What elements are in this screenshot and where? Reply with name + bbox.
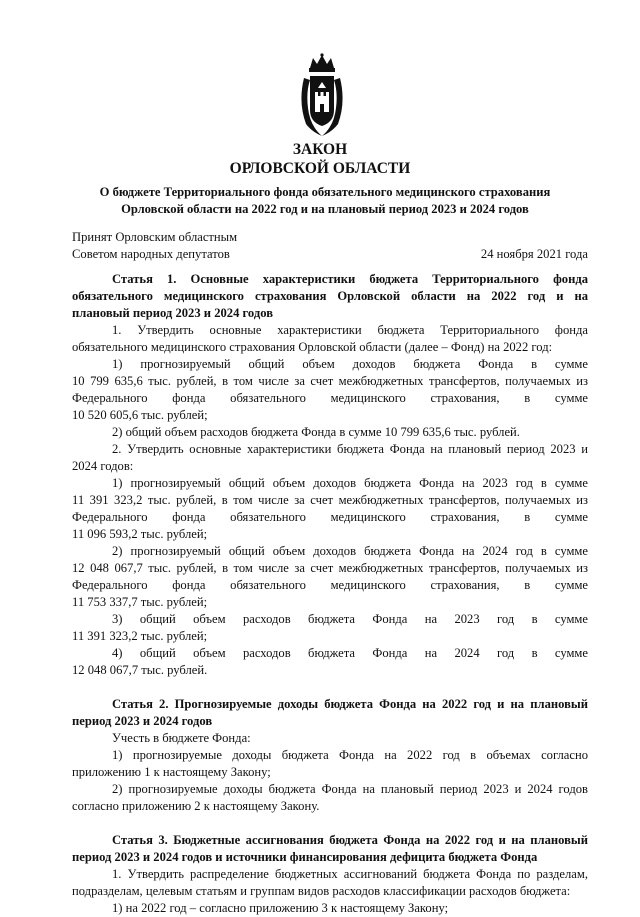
article-1-heading-line: Статья 1. Основные характеристики бюджета Территориального фонда	[112, 272, 588, 286]
article-3-heading-line: Статья 3. Бюджетные ассигнования бюджета Фонда на 2022 год и на плановый	[112, 833, 588, 847]
coat-of-arms-icon	[296, 52, 348, 138]
paragraph-line: 2. Утвердить основные характеристики бюджета Фонда на плановый период 2023 и	[112, 442, 588, 456]
paragraph-line: 2) прогнозируемые доходы бюджета Фонда на плановый период 2023 и 2024 годов	[112, 782, 588, 796]
article-1-heading-line: плановый период 2023 и 2024 годов	[72, 306, 274, 320]
paragraph-line: 2) прогнозируемый общий объем доходов бюджета Фонда на 2024 год в сумме	[112, 544, 588, 558]
paragraph-line: 1) прогнозируемый общий объем доходов бюджета Фонда на 2023 год в сумме	[112, 476, 588, 490]
paragraph-line: 12 048 067,7 тыс. рублей, в том числе за счет межбюджетных трансфертов, получаемых из	[72, 561, 588, 575]
paragraph-line: Федерального фонда обязательного медицинского страхования, в сумме	[72, 391, 588, 405]
article-2-heading-line: период 2023 и 2024 годов	[72, 714, 213, 728]
paragraph-line: 4) общий объем расходов бюджета Фонда на 2024 год в сумме	[112, 646, 588, 660]
article-2-heading-line: Статья 2. Прогнозируемые доходы бюджета Фонда на 2022 год и на плановый	[112, 697, 588, 711]
adoption-date: 24 ноября 2021 года	[480, 247, 588, 261]
adoption-info: Принят Орловским областным Советом народных депутатов	[72, 230, 238, 261]
paragraph-line: 1) на 2022 год – согласно приложению 3 к настоящему Закону;	[112, 901, 449, 915]
law-region: ОРЛОВСКОЙ ОБЛАСТИ	[229, 160, 411, 177]
paragraph-line: 11 096 593,2 тыс. рублей;	[72, 527, 208, 541]
paragraph-line: приложению 1 к настоящему Закону;	[72, 765, 271, 779]
law-subtitle: О бюджете Территориального фонда обязательного медицинского страхования Орловской области на 2022 год и на плановый период 2023 и 2024 годов	[99, 185, 551, 216]
paragraph-line: 1) прогнозируемый общий объем доходов бюджета Фонда в сумме	[112, 357, 588, 371]
paragraph-line: 11 391 323,2 тыс. рублей, в том числе за счет межбюджетных трансфертов, получаемых из	[72, 493, 588, 507]
paragraph-line: Федерального фонда обязательного медицинского страхования, в сумме	[72, 578, 588, 592]
paragraph-line: 1. Утвердить основные характеристики бюджета Территориального фонда	[112, 323, 588, 337]
paragraph-line: подразделам, целевым статьям и группам видов расходов классификации расходов бюджета:	[72, 884, 571, 898]
paragraph-line: 10 520 605,6 тыс. рублей;	[72, 408, 208, 422]
paragraph-line: 3) общий объем расходов бюджета Фонда на 2023 год в сумме	[112, 612, 588, 626]
paragraph-line: Федерального фонда обязательного медицинского страхования, в сумме	[72, 510, 588, 524]
paragraph-line: 11 391 323,2 тыс. рублей;	[72, 629, 208, 643]
law-body	[72, 271, 588, 917]
article-1-heading-line: обязательного медицинского страхования Орловской области на 2022 год и на	[72, 289, 588, 303]
paragraph-line: Учесть в бюджете Фонда:	[112, 731, 251, 745]
paragraph-line: 2024 годов:	[72, 459, 134, 473]
law-title: ЗАКОН	[292, 141, 348, 158]
paragraph-line: 1) прогнозируемые доходы бюджета Фонда на 2022 год в объемах согласно	[112, 748, 588, 762]
paragraph-line: 1. Утвердить распределение бюджетных ассигнований бюджета Фонда по разделам,	[112, 867, 588, 881]
article-3-heading-line: период 2023 и 2024 годов и источники финансирования дефицита бюджета Фонда	[72, 850, 538, 864]
paragraph-line: обязательного медицинского страхования Орловской области (далее – Фонд) на 2022 год:	[72, 340, 553, 354]
paragraph-line: согласно приложению 2 к настоящему Закону.	[72, 799, 320, 813]
paragraph-line: 2) общий объем расходов бюджета Фонда в сумме 10 799 635,6 тыс. рублей.	[112, 425, 520, 439]
paragraph-line: 12 048 067,7 тыс. рублей.	[72, 663, 208, 677]
paragraph-line: 10 799 635,6 тыс. рублей, в том числе за счет межбюджетных трансфертов, получаемых из	[72, 374, 588, 388]
paragraph-line: 11 753 337,7 тыс. рублей;	[72, 595, 208, 609]
